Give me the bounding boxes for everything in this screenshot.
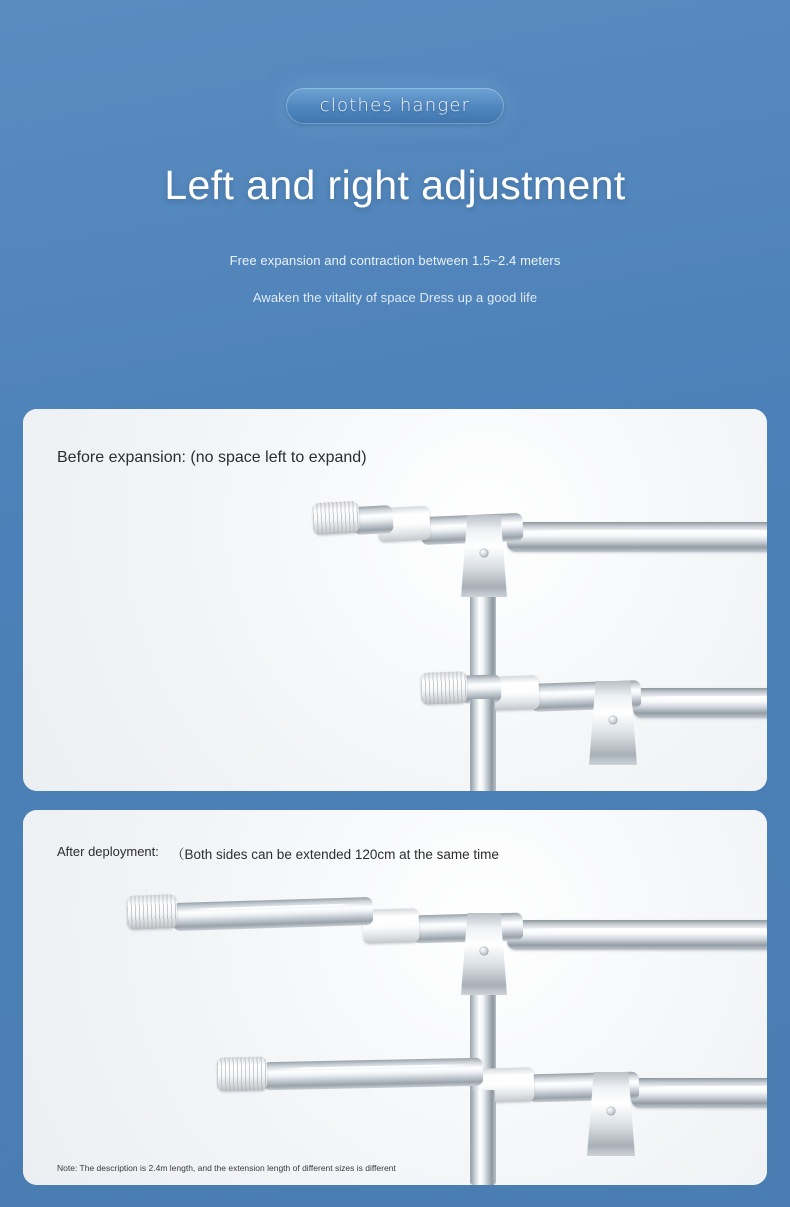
screw-icon [609,715,618,724]
panel-after-label-extra: （Both sides can be extended 120cm at the same time [171,847,499,862]
screw-icon [480,946,489,955]
end-cap-lower [217,1056,268,1091]
joint-bracket-upper [461,515,507,597]
end-cap-upper [312,501,360,535]
end-cap-upper [126,894,177,930]
vertical-post-lower [471,1090,495,1185]
hero-header [0,0,790,305]
rail-upper-right [507,522,767,552]
rail-lower-right [633,688,767,718]
panel-before-expansion [23,409,767,791]
rail-upper-right-extended [507,920,767,950]
subtitle-secondary: Awaken the vitality of space Dress up a good life [252,290,538,305]
photo-after-deployment [23,810,767,1185]
photo-background [23,810,767,1185]
screw-icon [480,548,489,557]
product-badge: clothes hanger [286,88,504,124]
panel-after-label: After deployment: [57,844,159,859]
joint-bracket-upper [461,913,507,995]
page-title: Left and right adjustment [164,162,626,208]
rail-lower-right-extended [631,1078,767,1108]
vertical-post-lower [471,699,495,791]
joint-bracket-lower [589,681,637,765]
subtitle-primary: Free expansion and contraction between 1.5~2.4 meters [229,253,561,268]
joint-bracket-lower [587,1072,635,1156]
rail-lower-left-extended [263,1058,484,1091]
panel-after-note: Note: The description is 2.4m length, and the extension length of different sizes is different [57,1163,396,1173]
panel-after-deployment [23,810,767,1185]
panel-before-label: Before expansion: (no space left to expand) [57,449,367,466]
end-cap-lower [420,671,467,705]
screw-icon [607,1106,616,1115]
